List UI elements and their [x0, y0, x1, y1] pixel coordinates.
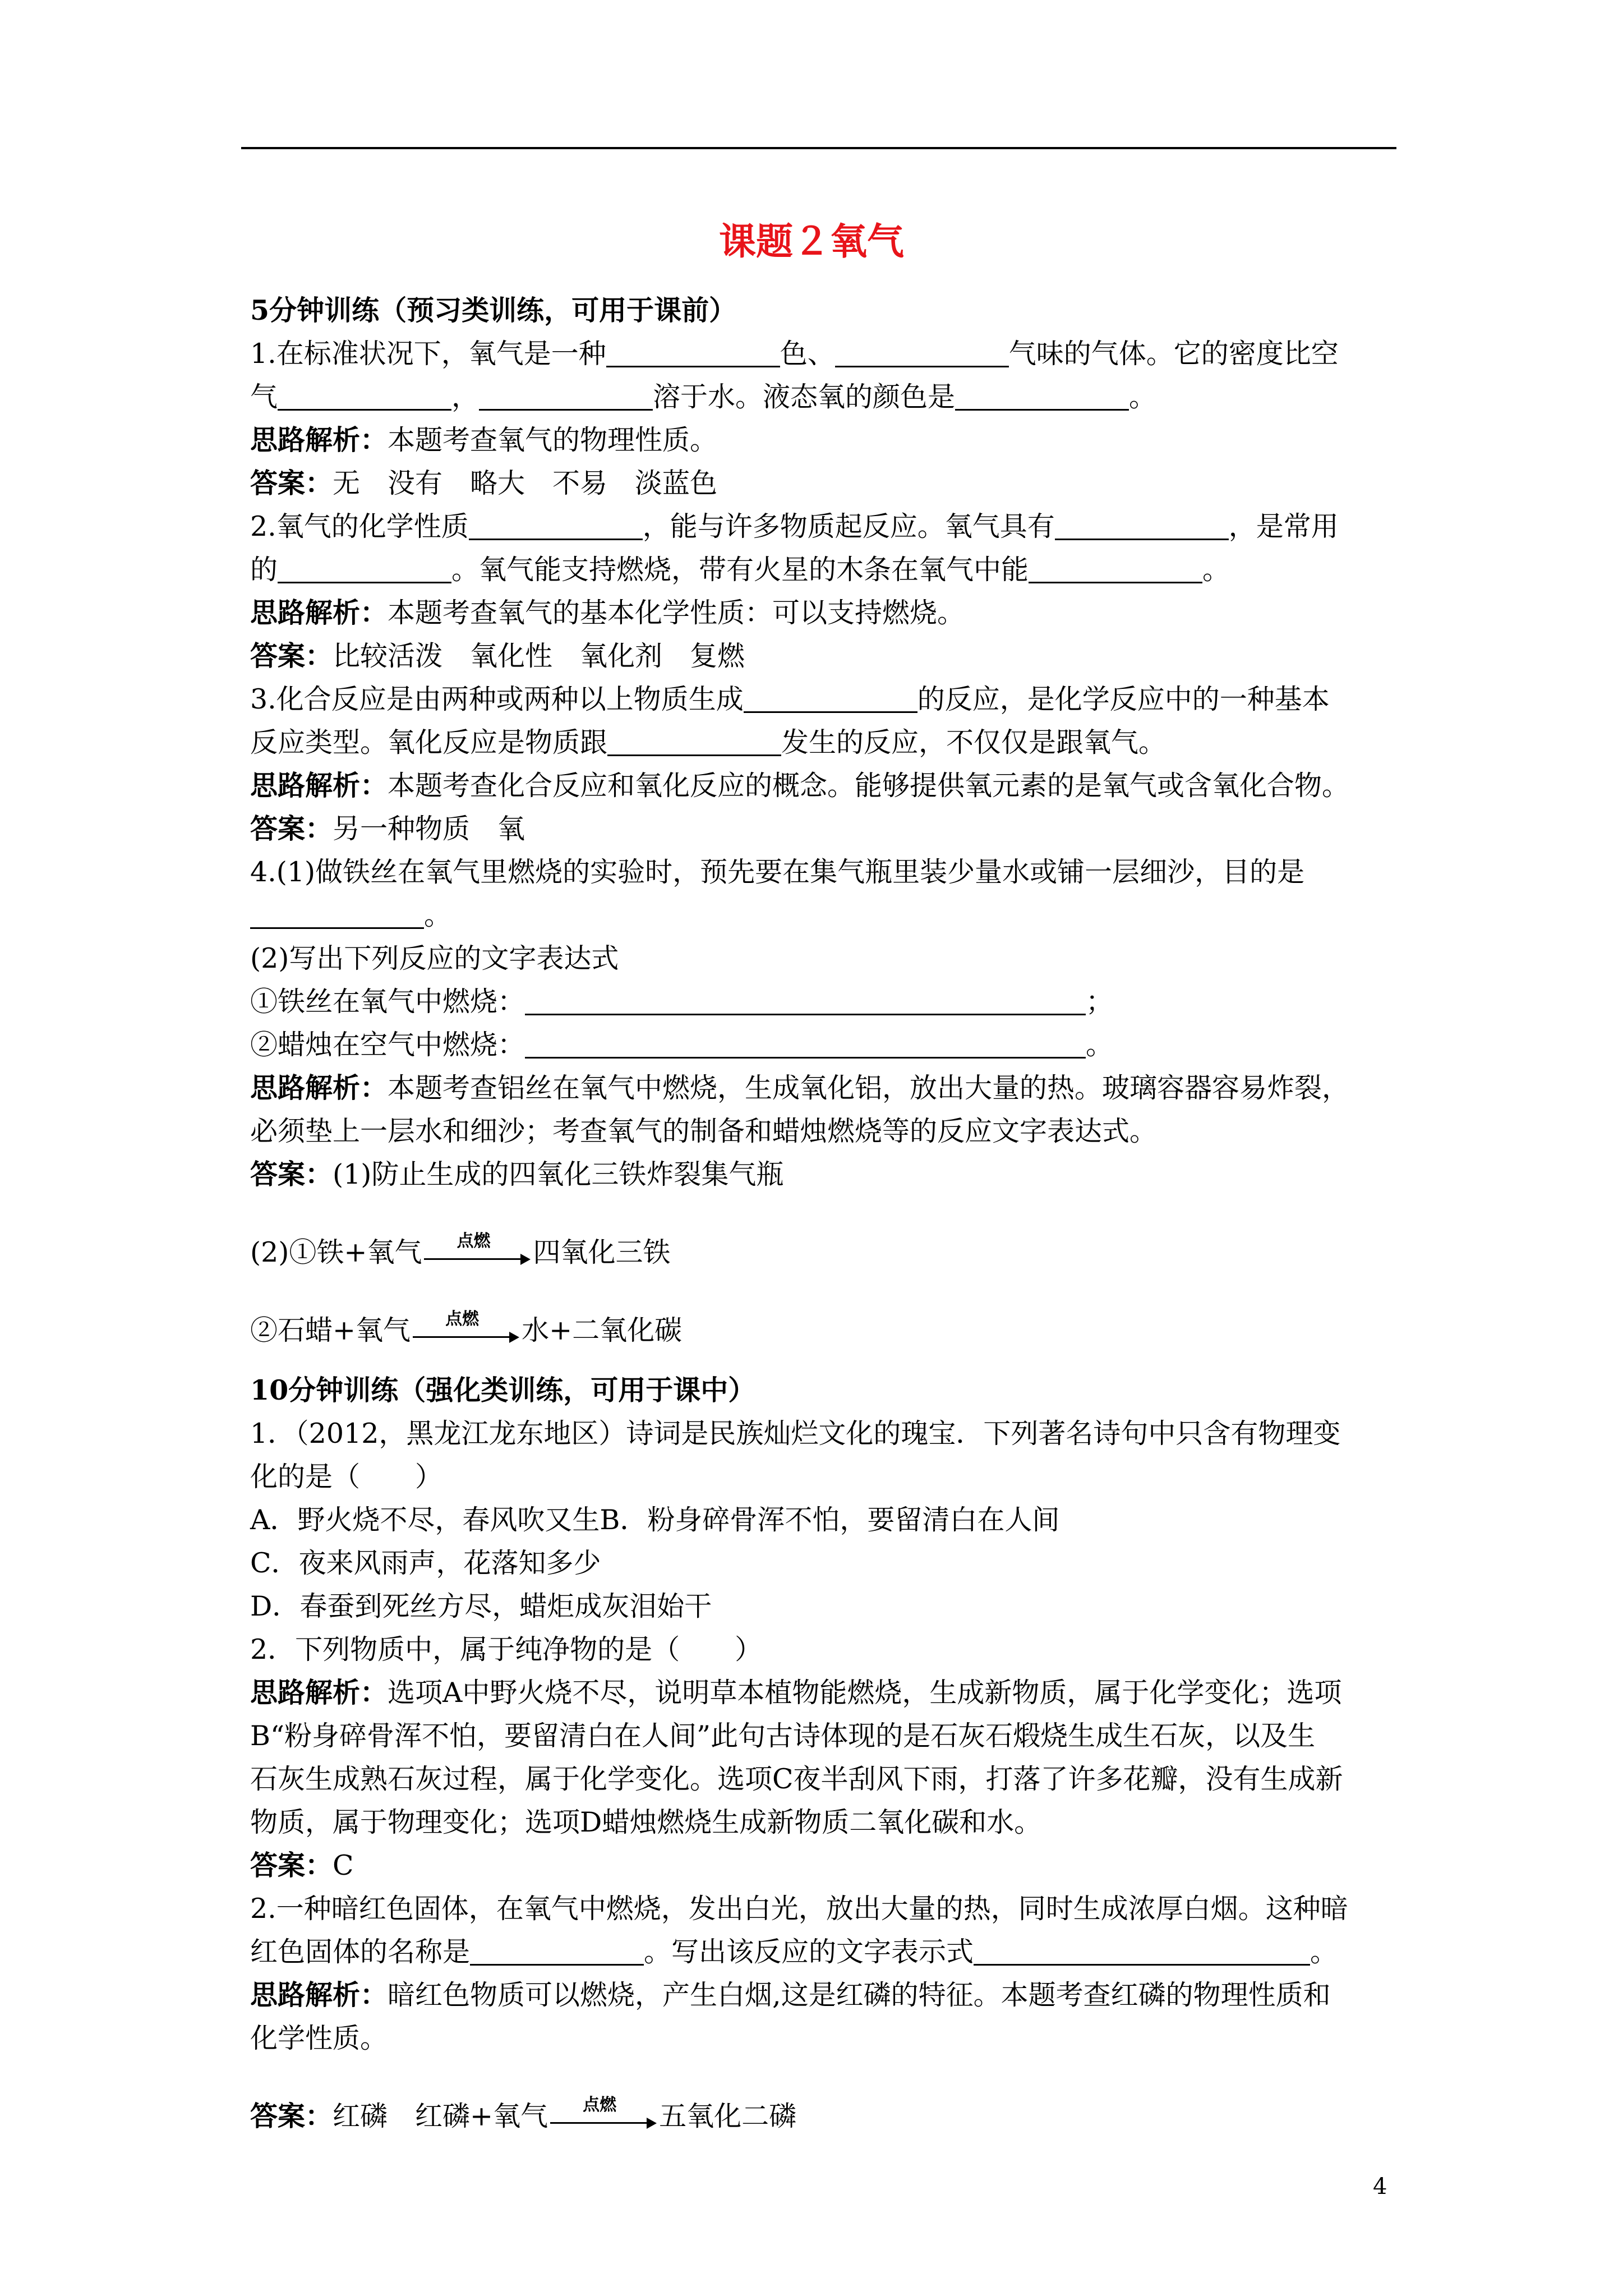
analysis-line: 思路解析：暗红色物质可以燃烧，产生白烟,这是红磷的特征。本题考查红磷的物理性质和	[250, 1978, 1331, 2011]
reaction-condition: 点燃	[583, 2095, 617, 2115]
question-line: 气 ， 溶于水。液态氧的颜色是 。	[250, 381, 1157, 413]
question-line: 4.(1)做铁丝在氧气里燃烧的实验时，预先要在集气瓶里装少量水或铺一层细沙，目的是	[250, 856, 1305, 888]
analysis-line: 思路解析：本题考查化合反应和氧化反应的概念。能够提供氧元素的是氧气或含氧化合物。	[250, 769, 1350, 802]
question-line: 2.一种暗红色固体，在氧气中燃烧，发出白光，放出大量的热，同时生成浓厚白烟。这种暗	[250, 1893, 1348, 1925]
answer-line: 答案：另一种物质 氧	[250, 812, 525, 845]
reaction-arrow	[550, 2095, 657, 2130]
header-rule	[241, 147, 1396, 149]
analysis-line: B“粉身碎骨浑不怕，要留清白在人间”此句古诗体现的是石灰石煅烧生成生石灰，以及生	[250, 1720, 1316, 1752]
answer-line: 答案：比较活泼 氧化性 氧化剂 复燃	[250, 639, 745, 672]
question-line: (2)写出下列反应的文字表达式	[250, 942, 619, 974]
analysis-line: 思路解析：选项A中野火烧不尽，说明草本植物能燃烧，生成新物质，属于化学变化；选项	[250, 1676, 1342, 1709]
reaction-arrow	[424, 1231, 531, 1266]
answer-blank	[525, 987, 1086, 1015]
question-line: ①铁丝在氧气中燃烧： ；	[250, 986, 1114, 1018]
question-line: 2．下列物质中，属于纯净物的是（ ）	[250, 1634, 763, 1665]
analysis-line: 石灰生成熟石灰过程，属于化学变化。选项C夜半刮风下雨，打落了许多花瓣，没有生成新	[250, 1763, 1343, 1795]
section-heading: 5分钟训练（预习类训练，可用于课前）	[250, 294, 737, 326]
question-line: 1.在标准状况下，氧气是一种 色、 气味的气体。它的密度比空	[250, 338, 1339, 370]
analysis-line: 物质，属于物理变化；选项D蜡烛燃烧生成新物质二氧化碳和水。	[250, 1806, 1042, 1838]
document-body	[250, 289, 1396, 2138]
answer-blank	[744, 684, 917, 713]
option-line: A．野火烧不尽，春风吹又生B．粉身碎骨浑不怕，要留清白在人间	[250, 1504, 1060, 1536]
answer-line: 答案：无 没有 略大 不易 淡蓝色	[250, 467, 718, 499]
answer-blank	[1029, 555, 1202, 583]
answer-blank	[607, 728, 781, 756]
analysis-line: 化学性质。	[250, 2022, 388, 2054]
analysis-line: 思路解析：本题考查氧气的物理性质。	[250, 424, 718, 456]
answer-blank	[835, 339, 1009, 367]
reaction-condition: 点燃	[457, 1231, 491, 1251]
question-line: 2.氧气的化学性质 ，能与许多物质起反应。氧气具有 ，是常用	[250, 510, 1339, 542]
question-line: 1．（2012，黑龙江龙东地区）诗词是民族灿烂文化的瑰宝．下列著名诗句中只含有物理变	[250, 1418, 1341, 1450]
answer-blank	[525, 1030, 1086, 1059]
option-line: D．春蚕到死丝方尽，蜡炬成灰泪始干	[250, 1590, 712, 1622]
answer-blank	[606, 339, 780, 367]
answer-blank	[955, 382, 1129, 411]
analysis-line: 必须垫上一层水和细沙；考查氧气的制备和蜡烛燃烧等的反应文字表达式。	[250, 1115, 1158, 1147]
answer-line: 答案：C	[250, 1849, 354, 1881]
question-line: 3.化合反应是由两种或两种以上物质生成 的反应，是化学反应中的一种基本	[250, 683, 1330, 715]
question-line: 化的是（ ）	[250, 1461, 443, 1493]
answer-blank	[278, 555, 451, 583]
answer-blank	[470, 1937, 644, 1966]
reaction-condition: 点燃	[445, 1309, 479, 1329]
question-line: 反应类型。氧化反应是物质跟 发生的反应，不仅仅是跟氧气。	[250, 726, 1166, 758]
answer-line: 答案：(1)防止生成的四氧化三铁炸裂集气瓶	[250, 1158, 784, 1190]
option-line: C．夜来风雨声，花落知多少	[250, 1547, 601, 1579]
section-heading: 10分钟训练（强化类训练，可用于课中）	[250, 1374, 756, 1406]
answer-blank	[1055, 512, 1229, 540]
page-title: 课题２氧气	[719, 219, 904, 263]
equation-line: (2)①铁+氧气 点燃 四氧化三铁	[250, 1231, 671, 1268]
answer-blank	[479, 382, 653, 411]
question-line: 红色固体的名称是 。写出该反应的文字表示式 。	[250, 1936, 1338, 1968]
analysis-line: 思路解析：本题考查铝丝在氧气中燃烧，生成氧化铝，放出大量的热。玻璃容器容易炸裂，	[250, 1071, 1350, 1104]
analysis-line: 思路解析：本题考查氧气的基本化学性质：可以支持燃烧。	[250, 596, 965, 629]
question-line: ②蜡烛在空气中燃烧： 。	[250, 1029, 1114, 1061]
answer-blank	[250, 900, 424, 929]
answer-blank	[974, 1937, 1310, 1966]
answer-blank	[278, 382, 451, 411]
question-line: 的 。氧气能支持燃烧，带有火星的木条在氧气中能 。	[250, 554, 1230, 586]
question-line: 。	[250, 894, 1396, 937]
equation-line: ②石蜡+氧气 点燃 水+二氧化碳	[250, 1309, 683, 1346]
reaction-arrow	[413, 1309, 519, 1344]
page-number: 4	[1373, 2174, 1387, 2200]
answer-blank	[469, 512, 643, 540]
answer-line: 答案：红磷 红磷+氧气 点燃 五氧化二磷	[250, 2095, 797, 2132]
